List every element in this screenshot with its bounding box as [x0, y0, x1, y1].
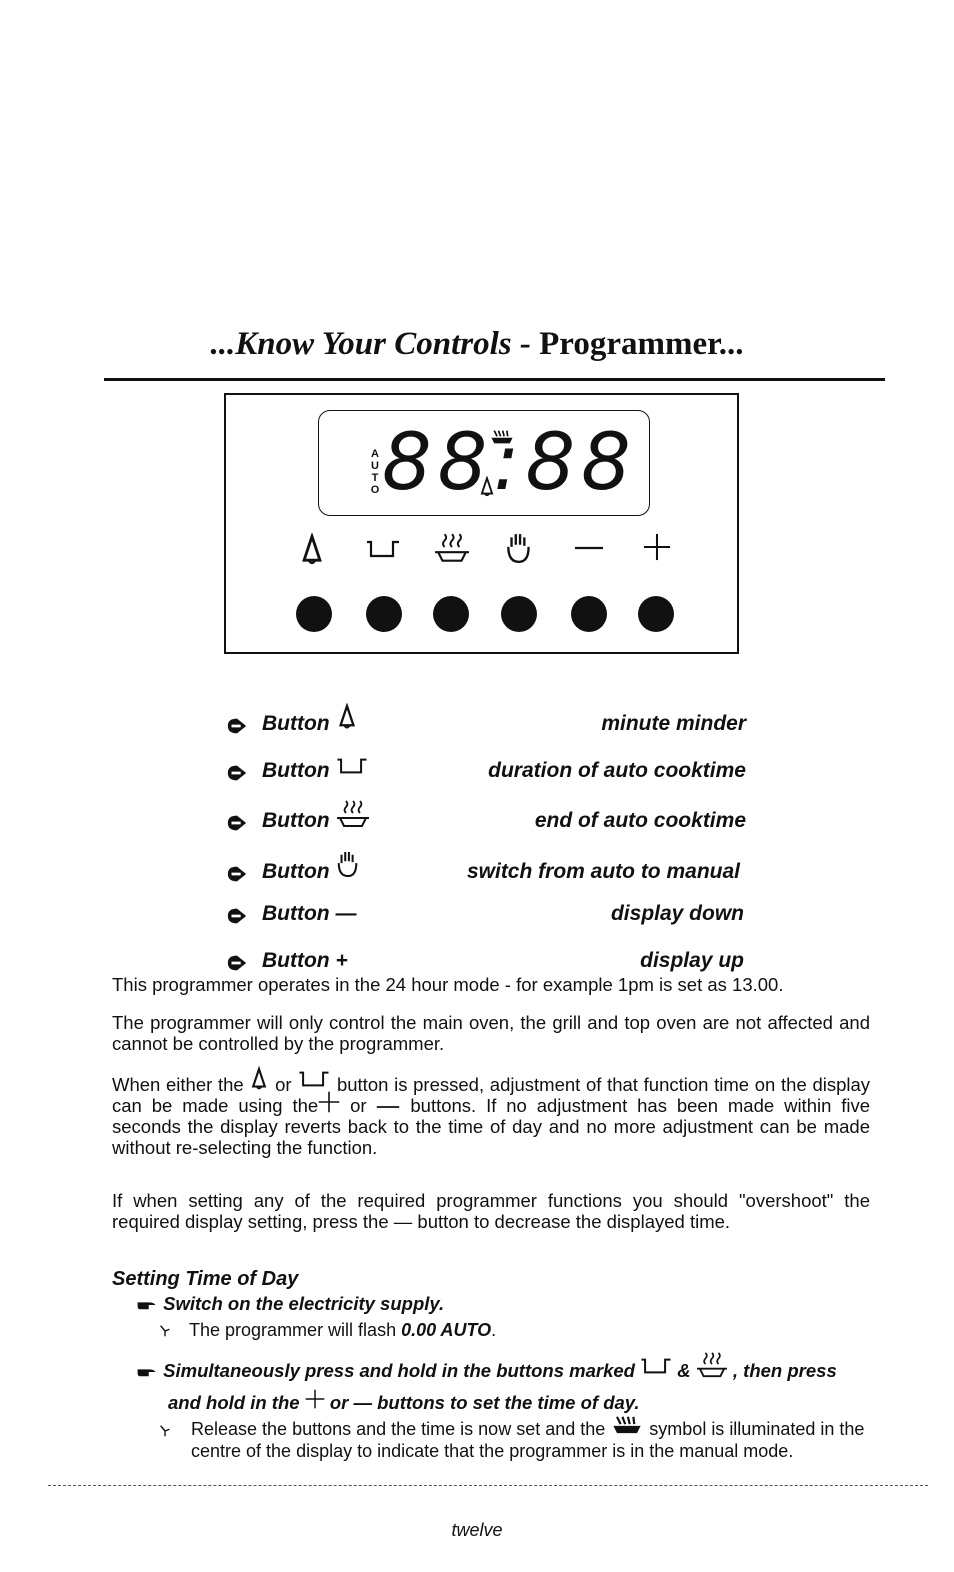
pointing-hand-icon	[136, 1366, 158, 1378]
note-flash: The programmer will flash 0.00 AUTO.	[158, 1319, 496, 1341]
plus-icon	[643, 533, 671, 561]
manual-mode-icon	[610, 1415, 644, 1435]
list-item: Button duration of auto cooktime	[226, 759, 746, 789]
arrow-icon	[226, 953, 248, 973]
plus-icon	[305, 1388, 325, 1410]
page-title: ...Know Your Controls - Programmer...	[210, 326, 744, 362]
steam-pot-icon	[434, 532, 470, 564]
paragraph-overshoot: If when setting any of the required programmer functions you should "overshoot" the required display setting, press the — button to decrease the displayed time.	[112, 1190, 870, 1232]
list-item: Button minute minder	[226, 712, 746, 742]
list-item: Button — display down	[226, 902, 746, 932]
button-list	[226, 712, 746, 982]
minute-minder-button[interactable]	[296, 596, 332, 632]
step-press-hold: Simultaneously press and hold in the buttons marked & , then press and hold in the or — buttons to set the time of day.	[136, 1355, 876, 1419]
minus-button[interactable]	[571, 596, 607, 632]
manual-button[interactable]	[501, 596, 537, 632]
paragraph-adjustment: When either the or button is pressed, adjustment of that function time on the display can be made using the or buttons. If no adjustment has been made within five seconds the display reverts back to the time of day and no more adjustment can be made without re-selecting the function.	[112, 1074, 870, 1158]
plus-icon	[318, 1091, 340, 1113]
note-release: Release the buttons and the time is now set and the symbol is illuminated in the centre of the display to indicate that the programmer is in the manual mode.	[158, 1418, 870, 1462]
steam-pot-icon	[696, 1351, 728, 1379]
hand-icon	[336, 849, 360, 879]
title-rule	[104, 378, 885, 381]
step-switch-on: Switch on the electricity supply.	[136, 1293, 444, 1315]
bell-icon	[298, 533, 326, 567]
list-item: Button end of auto cooktime	[226, 809, 746, 839]
paragraph-24hour: This programmer operates in the 24 hour mode - for example 1pm is set as 13.00.	[112, 974, 784, 995]
lcd-digits: 88:88	[382, 418, 637, 508]
plus-button[interactable]	[638, 596, 674, 632]
pointing-hand-icon	[136, 1299, 158, 1311]
page-divider	[48, 1485, 928, 1486]
arrow-icon	[226, 864, 248, 884]
pot-icon	[365, 538, 401, 560]
arrow-icon	[226, 763, 248, 783]
lcd-bell-icon	[478, 476, 496, 498]
minus-icon	[574, 543, 604, 553]
paragraph-main-oven: The programmer will only control the main oven, the grill and top oven are not affected and cannot be controlled by the programmer.	[112, 1012, 870, 1054]
section-heading: Setting Time of Day	[112, 1268, 299, 1290]
pot-icon	[640, 1356, 672, 1376]
hand-icon	[505, 532, 533, 564]
arrow-icon	[226, 813, 248, 833]
bell-icon	[249, 1066, 269, 1092]
duration-button[interactable]	[366, 596, 402, 632]
pot-icon	[336, 756, 368, 776]
end-cooktime-button[interactable]	[433, 596, 469, 632]
arrow-icon	[226, 906, 248, 926]
pot-icon	[297, 1069, 331, 1089]
bell-icon	[336, 703, 358, 731]
page-number: twelve	[451, 1520, 503, 1540]
steam-pot-icon	[336, 799, 370, 829]
arrow-icon	[226, 716, 248, 736]
minus-icon	[376, 1103, 400, 1111]
note-icon	[158, 1324, 172, 1338]
list-item: Button + display up	[226, 949, 746, 979]
list-item: Button switch from auto to manual	[226, 860, 746, 890]
manual-mode-icon	[490, 428, 514, 446]
auto-indicator: AUTO	[369, 448, 381, 496]
note-icon	[158, 1424, 172, 1438]
